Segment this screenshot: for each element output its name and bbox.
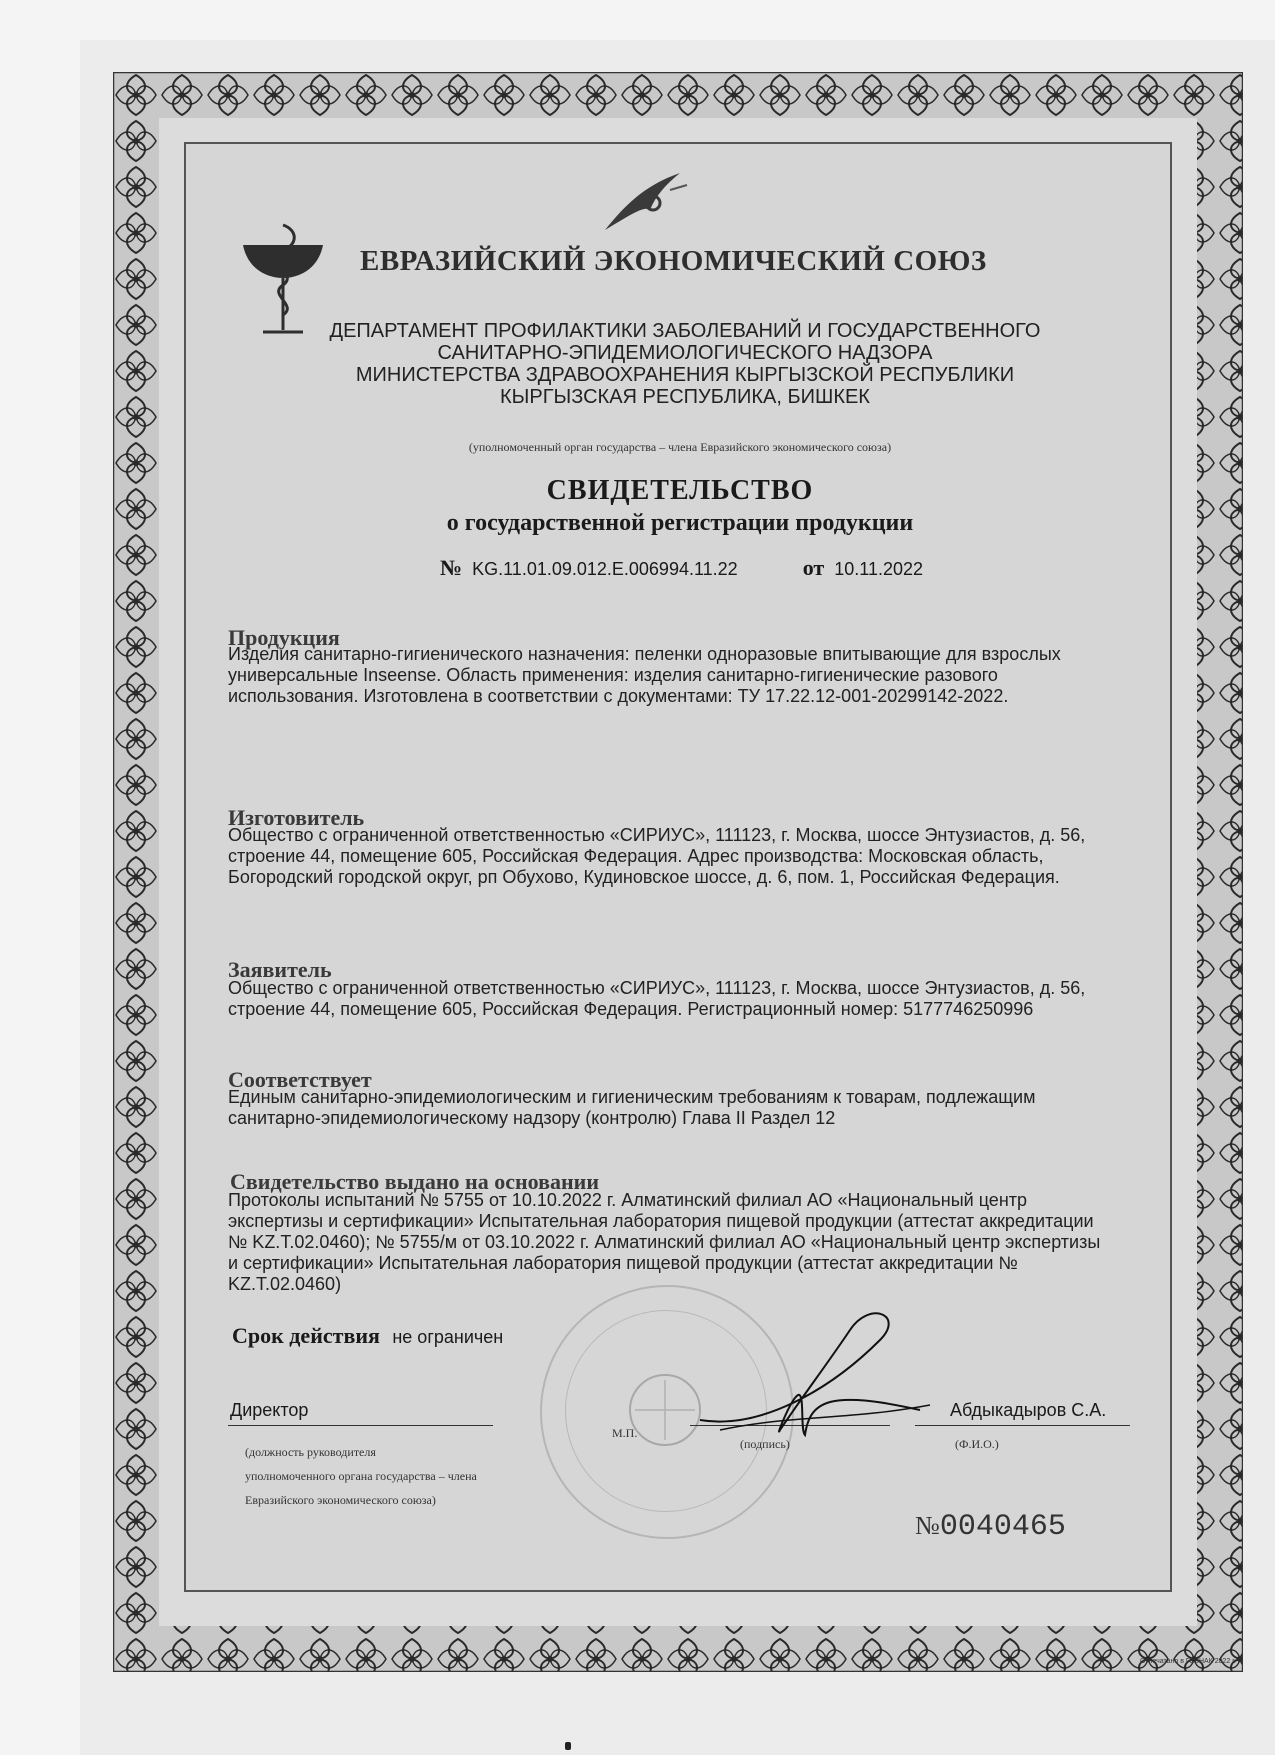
position-note-line: Евразийского экономического союза) (245, 1493, 436, 1507)
serial-value: 0040465 (939, 1510, 1066, 1544)
basis-text: Протоколы испытаний № 5755 от 10.10.2022 г. Алматинский филиал АО «Национальный центр экспертизы и сертификации» Испытательная лаборатория пищевой продукции (аттестат аккредитации № KZ.T.02.0460); № 5755/м от 03.10.2022 г. Алматинский филиал АО «Национальный центр экспертизы и сертификации» Испытательная лаборатория пищевой продукции (аттестат аккредитации № KZ.T.02.0460) (228, 1190, 1101, 1294)
department-block (235, 320, 1135, 408)
manufacturer-text: Общество с ограниченной ответственностью «СИРИУС», 111123, г. Москва, шоссе Энтузиастов, д. 56, строение 44, помещение 605, Российская Федерация. Адрес производства: Московская область, Богородский городской округ, рп Обухово, Кудиновское шоссе, д. 6, пом. 1, Российская Федерация. (228, 825, 1086, 887)
basis-heading: Свидетельство выдано на основании (230, 1169, 600, 1194)
department-line: ДЕПАРТАМЕНТ ПРОФИЛАКТИКИ ЗАБОЛЕВАНИЙ И ГОСУДАРСТВЕННОГО (329, 320, 1041, 342)
serial-label: № (915, 1511, 940, 1540)
product-heading: Продукция (228, 625, 340, 650)
conforms-text: Единым санитарно-эпидемиологическим и гигиеническим требованиям к товарам, подлежащим санитарно-эпидемиологическому надзору (контролю) Глава II Раздел 12 (228, 1087, 1036, 1128)
validity-label: Срок действия (232, 1323, 380, 1348)
position-note-line: уполномоченного органа государства – члена (245, 1469, 477, 1483)
printer-note: Отпечатано в ГОЗНАК 2022 г. (1140, 1658, 1236, 1665)
director-name: Абдыкадыров С.А. (950, 1400, 1107, 1420)
certificate-number-line (440, 555, 923, 581)
certificate-title: СВИДЕТЕЛЬСТВО (546, 475, 814, 506)
manufacturer-heading: Изготовитель (228, 805, 365, 830)
signature-note: (подпись) (740, 1437, 790, 1451)
director-position: Директор (230, 1400, 309, 1420)
handwritten-signature (680, 1280, 940, 1460)
serial-number (915, 1510, 1066, 1544)
date-label: от (802, 555, 825, 580)
authority-note: (уполномоченный орган государства – члена Евразийского экономического союза) (468, 440, 892, 454)
name-note: (Ф.И.О.) (955, 1437, 999, 1451)
validity-line (232, 1323, 503, 1349)
department-line: МИНИСТЕРСТВА ЗДРАВООХРАНЕНИЯ КЫРГЫЗСКОЙ РЕСПУБЛИКИ (355, 364, 1015, 386)
department-line: КЫРГЫЗСКАЯ РЕСПУБЛИКА, БИШКЕК (500, 386, 870, 408)
position-note-line: (должность руководителя (245, 1445, 376, 1459)
paper-mark (565, 1742, 571, 1750)
product-text: Изделия санитарно-гигиенического назначения: пеленки одноразовые впитывающие для взрослых универсальные Inseense. Область применения: изделия санитарно-гигиенические разового использования. Изготовлена в соответствии с документами: ТУ 17.22.12-001-20299142-2022. (228, 644, 1061, 706)
certificate-subtitle: о государственной регистрации продукции (446, 510, 914, 536)
union-name: ЕВРАЗИЙСКИЙ ЭКОНОМИЧЕСКИЙ СОЮЗ (360, 245, 987, 277)
stamp-place-label: М.П. (612, 1426, 638, 1440)
conforms-heading: Соответствует (228, 1067, 372, 1092)
certificate-number: KG.11.01.09.012.E.006994.11.22 (472, 559, 738, 579)
certificate-date: 10.11.2022 (834, 559, 924, 579)
name-line (915, 1425, 1130, 1426)
position-line (228, 1425, 493, 1426)
applicant-heading: Заявитель (228, 957, 332, 982)
validity-value: не ограничен (392, 1327, 504, 1347)
department-line: САНИТАРНО-ЭПИДЕМИОЛОГИЧЕСКОГО НАДЗОРА (437, 342, 933, 364)
number-label: № (440, 555, 463, 580)
eaeu-emblem-icon (595, 165, 705, 235)
applicant-text: Общество с ограниченной ответственностью «СИРИУС», 111123, г. Москва, шоссе Энтузиастов, д. 56, строение 44, помещение 605, Российская Федерация. Регистрационный номер: 5177746250996 (228, 978, 1086, 1019)
position-note (245, 1440, 477, 1512)
